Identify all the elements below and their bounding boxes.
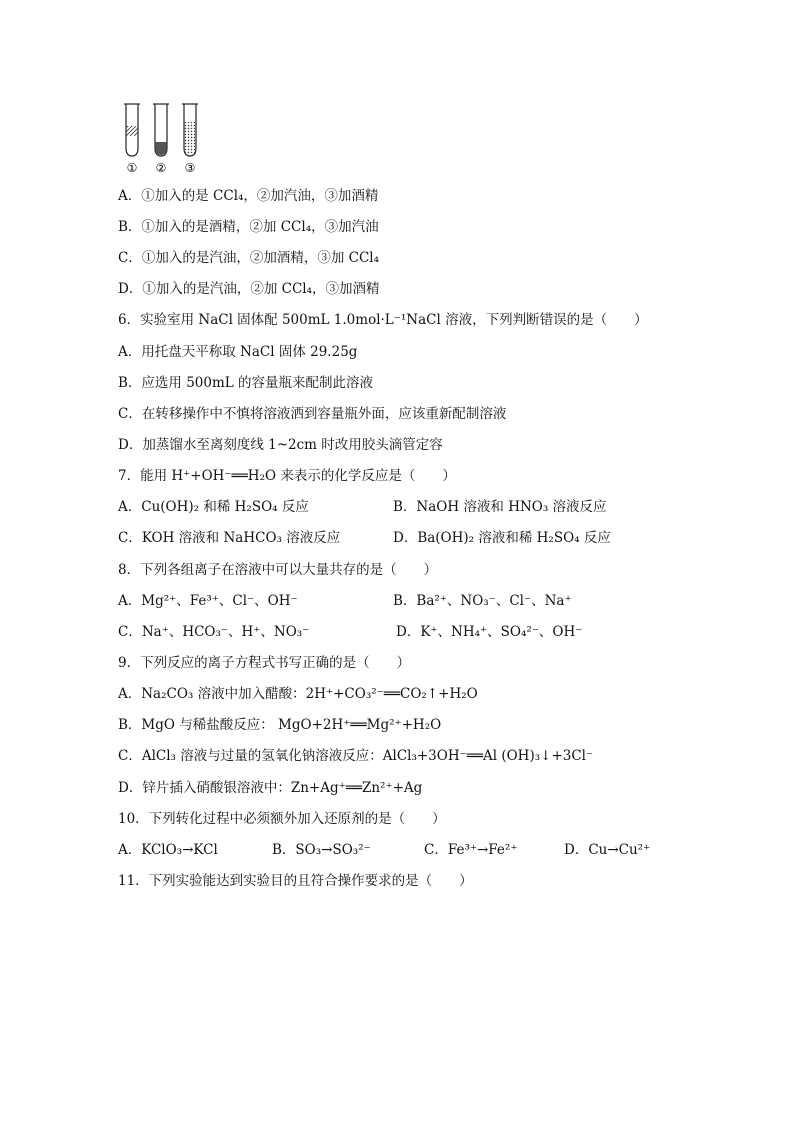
tube-label-3: ③: [184, 161, 196, 175]
q6-option-c: C．在转移操作中不慎将溶液洒到容量瓶外面，应该重新配制溶液: [118, 406, 507, 422]
tube-label-1: ①: [126, 161, 138, 175]
q5-option-b: B．①加入的是酒精，②加 CCl₄，③加汽油: [118, 219, 379, 235]
q7-option-b: B．NaOH 溶液和 HNO₃ 溶液反应: [393, 499, 607, 515]
q8-option-b: B．Ba²⁺、NO₃⁻、Cl⁻、Na⁺: [393, 593, 572, 609]
q5-option-c: C．①加入的是汽油，②加酒精，③加 CCl₄: [118, 250, 380, 266]
q10-option-b: B．SO₃→SO₃²⁻: [272, 842, 371, 858]
q9-option-d: D．锌片插入硝酸银溶液中：Zn+Ag⁺══Zn²⁺+Ag: [118, 780, 423, 796]
q8-option-d: D．K⁺、NH₄⁺、SO₄²⁻、OH⁻: [396, 624, 583, 640]
test-tube-1: [124, 104, 140, 156]
q5-option-a: A．①加入的是 CCl₄，②加汽油，③加酒精: [118, 188, 379, 204]
q5-option-d: D．①加入的是汽油，②加 CCl₄，③加酒精: [118, 281, 380, 297]
q6-option-b: B．应选用 500mL 的容量瓶来配制此溶液: [118, 375, 374, 391]
q7-option-d: D．Ba(OH)₂ 溶液和稀 H₂SO₄ 反应: [393, 530, 611, 546]
q7-option-a: A．Cu(OH)₂ 和稀 H₂SO₄ 反应: [118, 499, 309, 515]
q10-option-a: A．KClO₃→KCl: [118, 842, 218, 858]
q10-stem: 10．下列转化过程中必须额外加入还原剂的是（ ）: [118, 811, 446, 827]
q8-stem: 8．下列各组离子在溶液中可以大量共存的是（ ）: [118, 562, 438, 578]
q9-stem: 9．下列反应的离子方程式书写正确的是（ ）: [118, 655, 411, 671]
test-tubes-figure: [118, 100, 208, 178]
q9-option-a: A．Na₂CO₃ 溶液中加入醋酸：2H⁺+CO₃²⁻══CO₂↑+H₂O: [118, 686, 478, 702]
q9-option-c: C．AlCl₃ 溶液与过量的氢氧化钠溶液反应：AlCl₃+3OH⁻══Al (OH)₃↓+3Cl⁻: [118, 748, 594, 764]
q10-option-c: C．Fe³⁺→Fe²⁺: [424, 842, 518, 858]
q10-option-d: D．Cu→Cu²⁺: [564, 842, 651, 858]
test-tube-3: [182, 104, 198, 156]
q7-option-c: C．KOH 溶液和 NaHCO₃ 溶液反应: [118, 530, 341, 546]
q7-stem: 7．能用 H⁺+OH⁻══H₂O 来表示的化学反应是（ ）: [118, 468, 456, 484]
q6-option-a: A．用托盘天平称取 NaCl 固体 29.25g: [118, 344, 358, 360]
q11-stem: 11．下列实验能达到实验目的且符合操作要求的是（ ）: [118, 873, 473, 889]
q9-option-b: B．MgO 与稀盐酸反应： MgO+2H⁺══Mg²⁺+H₂O: [118, 717, 442, 733]
q8-option-c: C．Na⁺、HCO₃⁻、H⁺、NO₃⁻: [118, 624, 310, 640]
q8-option-a: A．Mg²⁺、Fe³⁺、Cl⁻、OH⁻: [118, 593, 298, 609]
q6-option-d: D．加蒸馏水至离刻度线 1~2cm 时改用胶头滴管定容: [118, 437, 443, 453]
q6-stem: 6．实验室用 NaCl 固体配 500mL 1.0mol·L⁻¹NaCl 溶液，下列判断错误的是（ ）: [118, 312, 648, 328]
tube-label-2: ②: [155, 161, 167, 175]
test-tube-2: [153, 104, 169, 156]
